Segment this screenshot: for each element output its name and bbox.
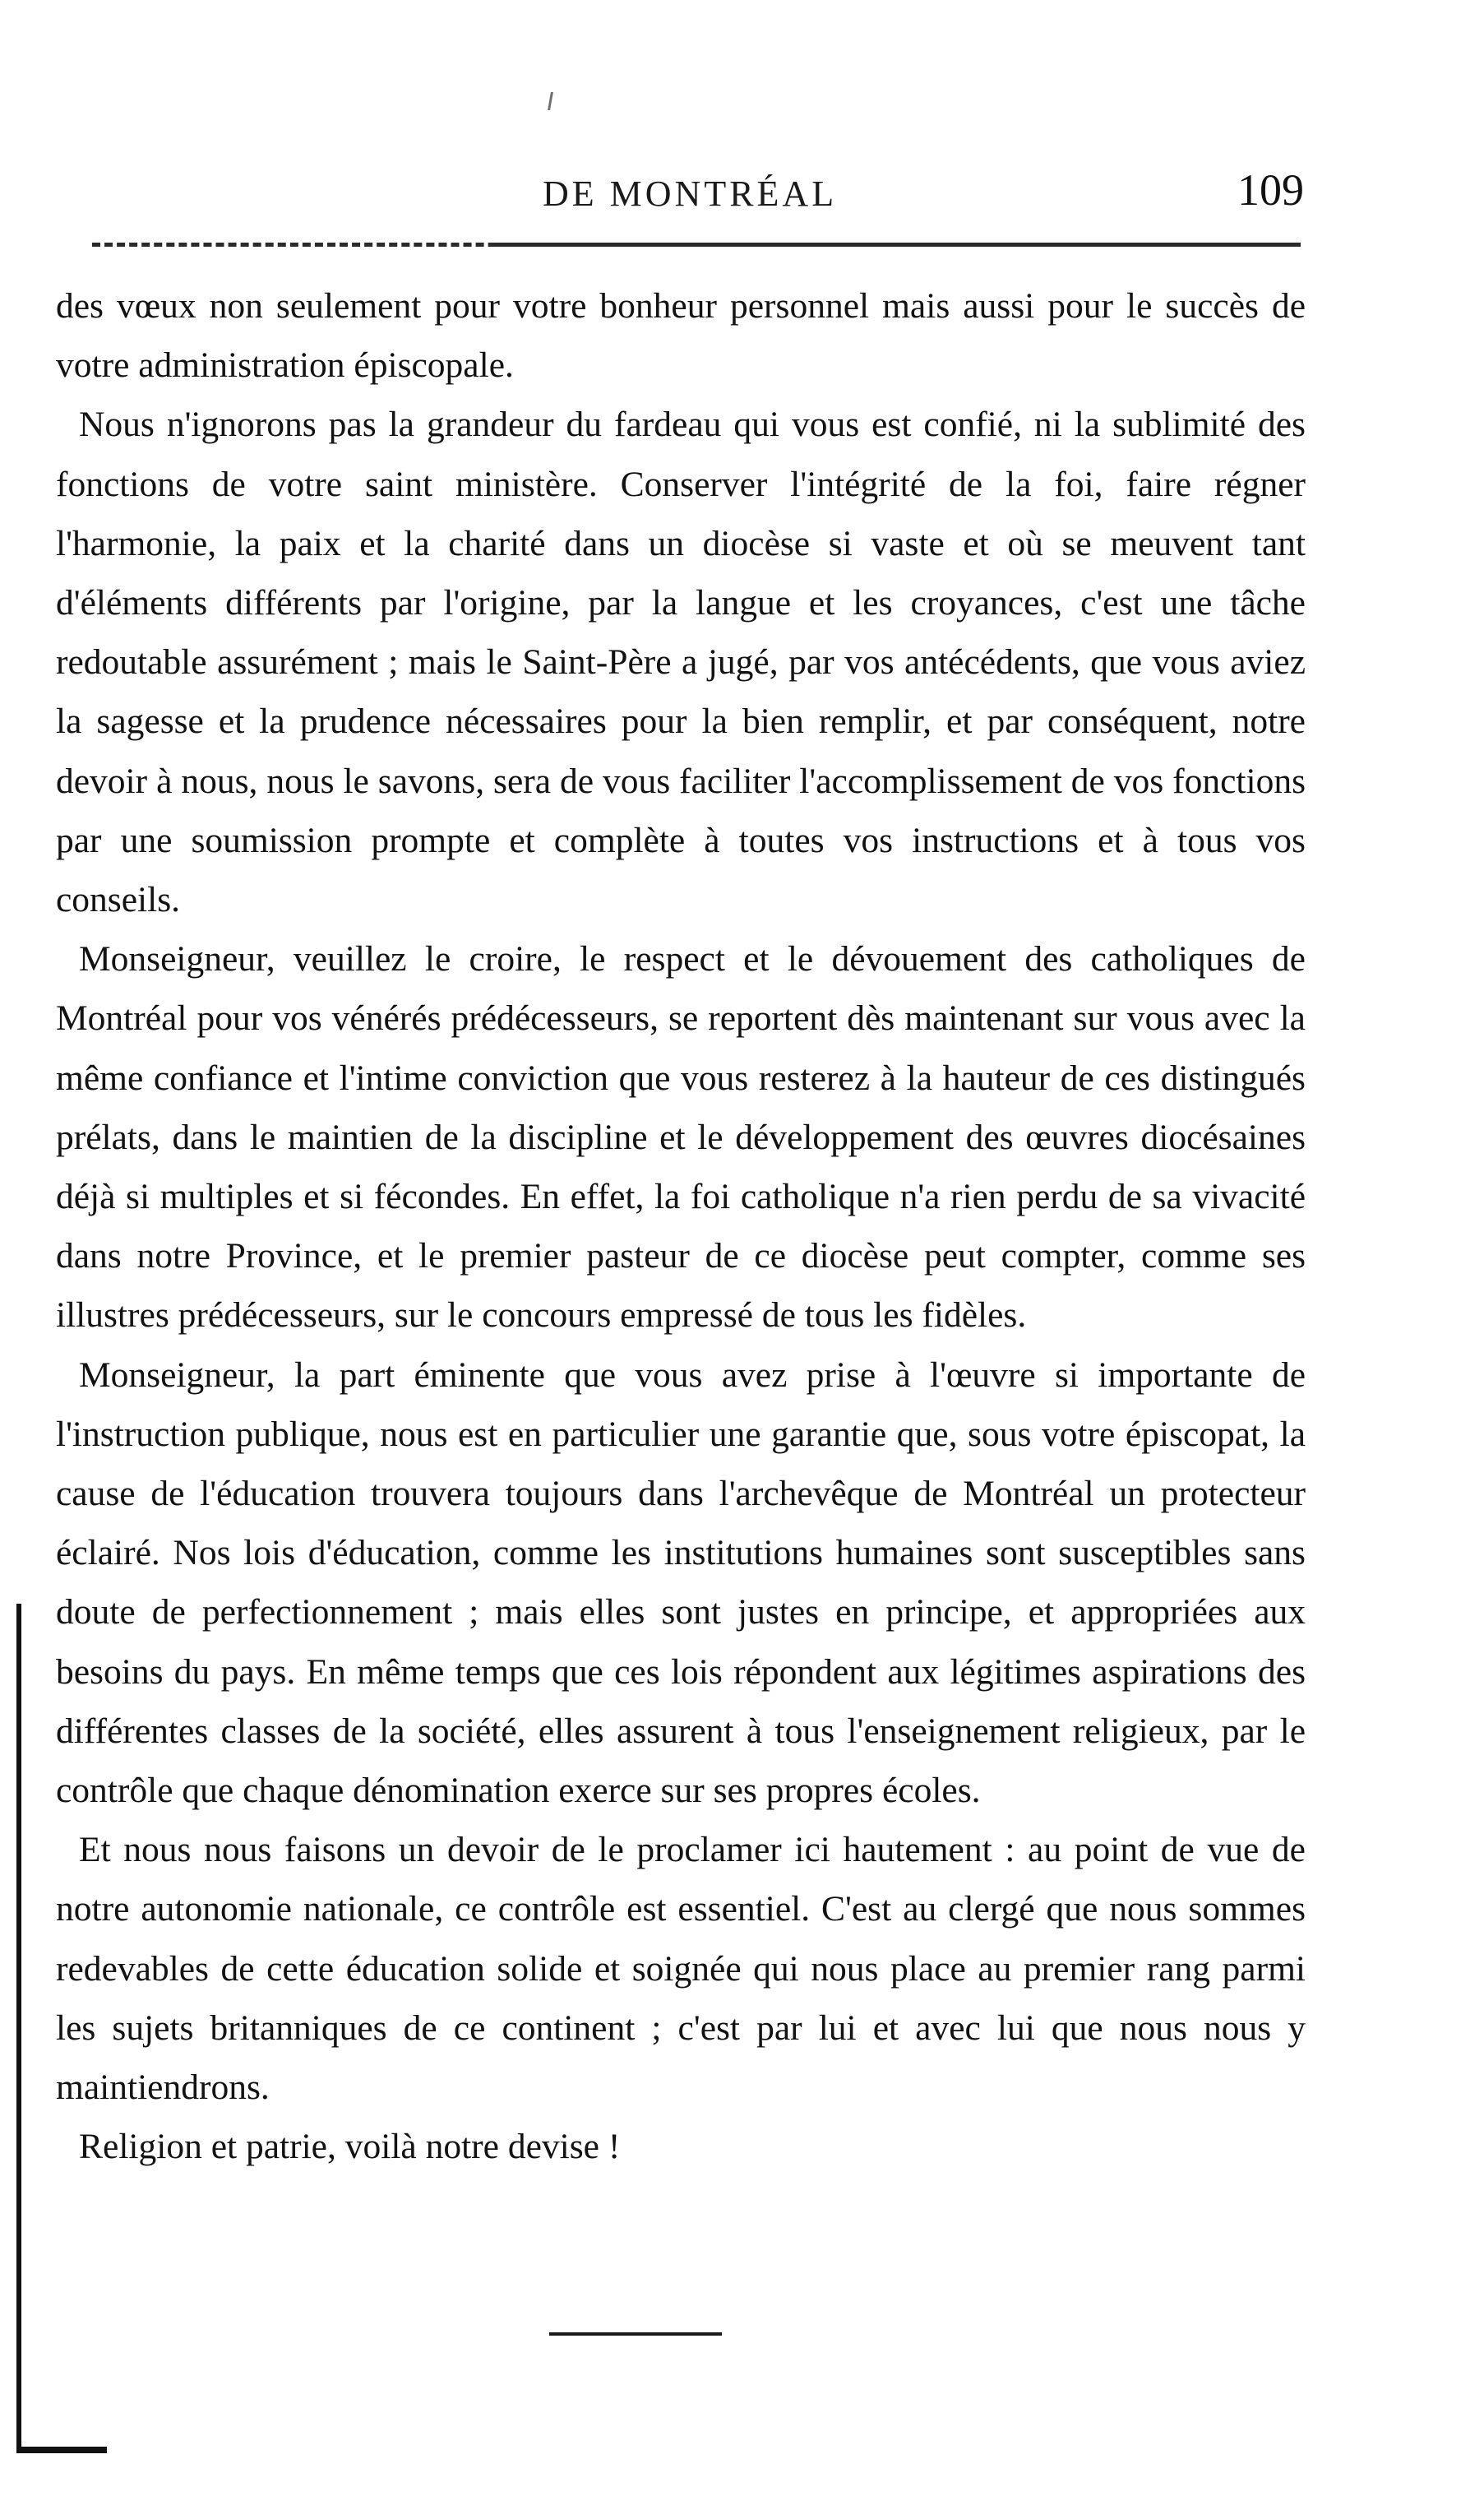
binding-edge-rule (16, 1604, 21, 2451)
paragraph-2: Nous n'ignorons pas la grandeur du fardeau qui vous est confié, ni la sublimité des fonctions de votre saint ministère. Conserver l'intégrité de la foi, faire régner l'harmonie, la paix et la charité dans un diocèse si vaste et où se meuvent tant d'éléments différents par l'origine, par la langue et les croyances, c'est une tâche redoutable assurément ; mais le Saint-Père a jugé, par vos antécédents, que vous aviez la sagesse et la prudence nécessaires pour la bien remplir, et par conséquent, notre devoir à nous, nous le savons, sera de vous faciliter l'accomplissement de vos fonctions par une soumission prompte et complète à toutes vos instructions et à tous vos conseils. (56, 405, 1306, 920)
page-header (0, 156, 1484, 230)
binding-edge-foot (16, 2447, 107, 2453)
paragraph-3: Monseigneur, veuillez le croire, le respect et le dévouement des catholiques de Montréal pour vos vénérés prédécesseurs, se reportent dès maintenant sur vous avec la même confiance et l'intime conviction que vous resterez à la hauteur de ces distingués prélats, dans le maintien de la discipline et le développement des œuvres diocésaines déjà si multiples et si fécondes. En effet, la foi catholique n'a rien perdu de sa vivacité dans notre Province, et le premier pasteur de ce diocèse peut compter, comme ses illustres prédécesseurs, sur le concours empressé de tous les fidèles. (56, 939, 1306, 1336)
paragraph-5: Et nous nous faisons un devoir de le proclamer ici hautement : au point de vue de notre autonomie nationale, ce contrôle est essentiel. C'est au clergé que nous sommes redevables de cette éducation solide et soignée qui nous place au premier rang parmi les sujets britanniques de ce continent ; c'est par lui et avec lui que nous nous y maintiendrons. (56, 1830, 1306, 2108)
page-number: 109 (1237, 165, 1304, 215)
paragraph-4: Monseigneur, la part éminente que vous avez prise à l'œuvre si importante de l'instruction publique, nous est en particulier une garantie que, sous votre épiscopat, la cause de l'éducation trouvera toujours dans l'archevêque de Montréal un protecteur éclairé. Nos lois d'éducation, comme les institutions humaines sont susceptibles sans doute de perfectionnement ; mais elles sont justes en principe, et appropriées aux besoins du pays. En même temps que ces lois répondent aux légitimes aspirations des différentes classes de la société, elles assurent à tous l'enseignement religieux, par le contrôle que chaque dénomination exerce sur ses propres écoles. (56, 1355, 1306, 1811)
end-rule (549, 2332, 722, 2336)
paragraph-1: des vœux non seulement pour votre bonheur personnel mais aussi pour le succès de votre administration épiscopale. (56, 286, 1306, 386)
body-text (56, 276, 1306, 2177)
running-head: DE MONTRÉAL (543, 174, 838, 214)
paragraph-6: Religion et patrie, voilà notre devise ! (79, 2127, 621, 2167)
stray-ink-mark (548, 92, 558, 110)
header-rule-solid (493, 243, 1299, 247)
